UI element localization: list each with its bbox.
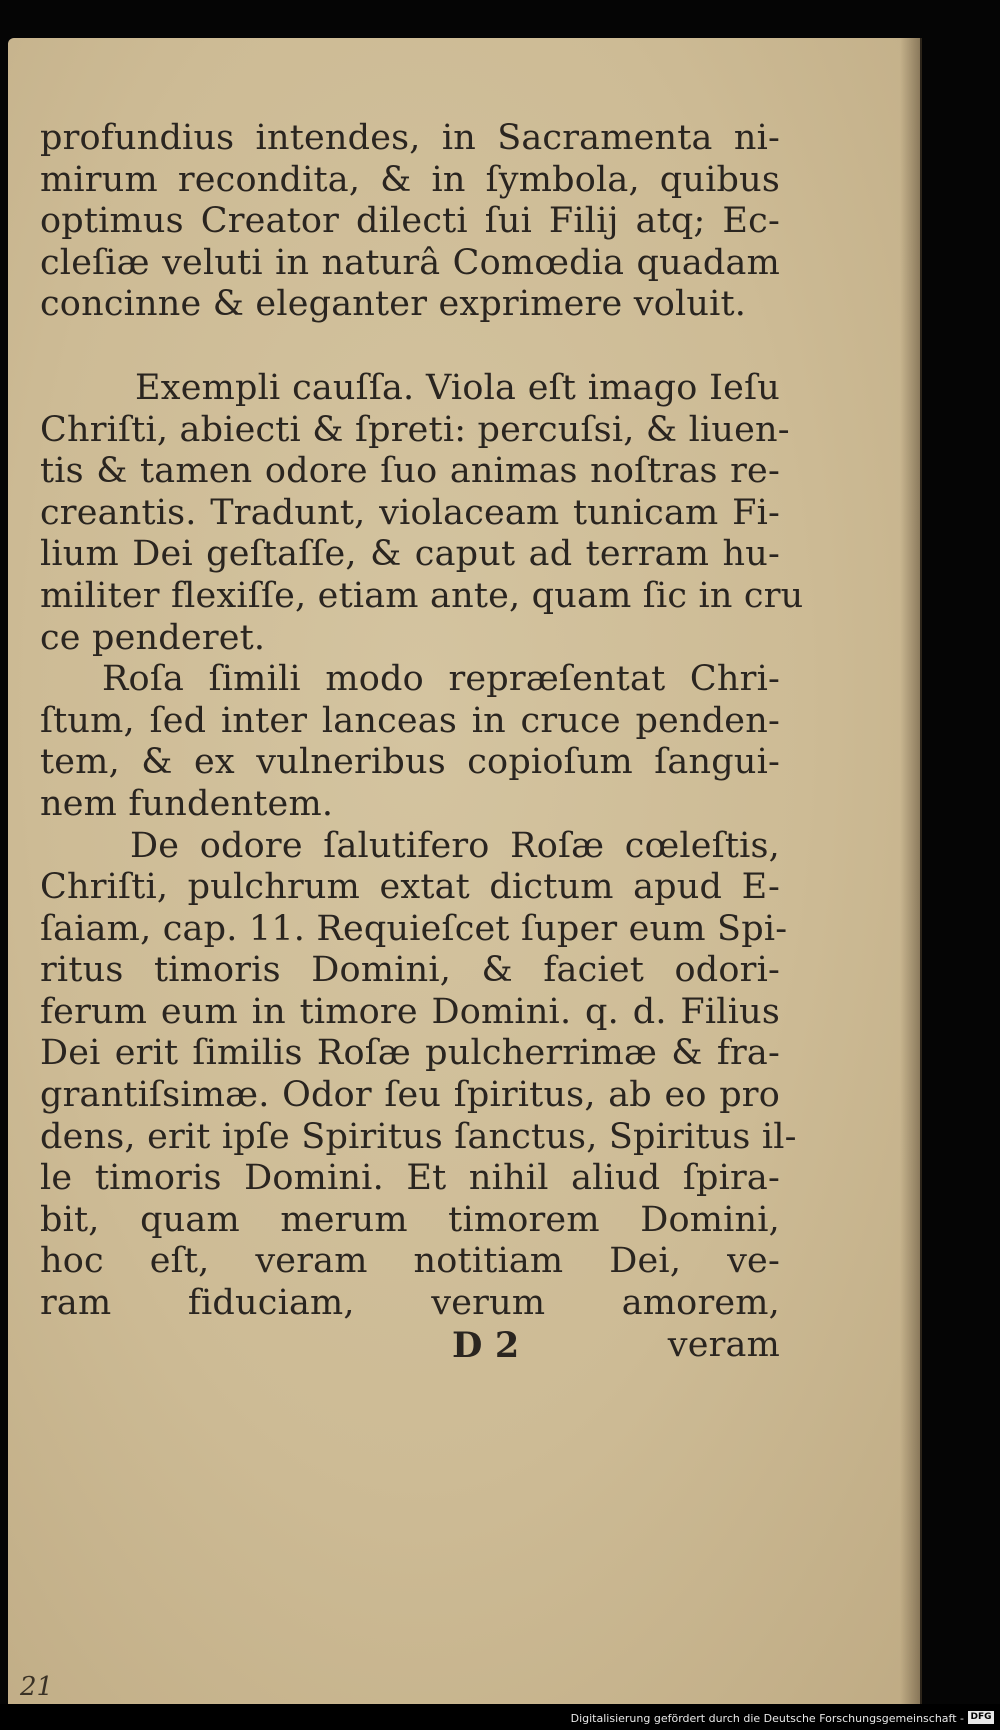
text-line: optimus Creator dilecti ſui Filij atq; Ec- [40, 201, 780, 242]
text-line: mirum recondita, & in ſymbola, quibus [40, 159, 780, 200]
text-line: Chriſti, pulchrum extat dictum apud E- [40, 867, 780, 908]
text-line: lium Dei geſtaſſe, & caput ad terram hu- [40, 534, 780, 575]
text-line: militer flexiſſe, etiam ante, quam ſic in cru [40, 575, 804, 616]
text-line: tem, & ex vulneribus copioſum ſangui- [40, 742, 780, 783]
text-line: ſaiam, cap. 11. Requieſcet ſuper eum Spi- [40, 908, 788, 949]
page-text [40, 118, 804, 1366]
text-line: hoc eſt, veram notitiam Dei, ve- [40, 1241, 780, 1282]
text-line: dens, erit ipſe Spiritus ſanctus, Spiritus il- [40, 1116, 797, 1157]
paragraph-gap [40, 326, 780, 368]
text-line: bit, quam merum timorem Domini, [40, 1199, 780, 1240]
signature-line [40, 1325, 780, 1367]
text-line: Chriſti, abiecti & ſpreti: percuſsi, & liuen- [40, 409, 790, 450]
text-line: De odore ſalutifero Roſæ cœleſtis, [130, 825, 780, 866]
text-line: tis & tamen odore ſuo animas noſtras re- [40, 451, 780, 492]
text-line: ram fiduciam, verum amorem, [40, 1283, 780, 1324]
text-line: Roſa ſimili modo repræſentat Chri- [102, 659, 780, 700]
footer-credit: Digitalisierung gefördert durch die Deutsche Forschungsgemeinschaft - [570, 1712, 964, 1725]
text-line: nem fundentem. [40, 783, 334, 824]
page-edge-shadow [900, 38, 922, 1704]
dfg-logo-icon: DFG [968, 1711, 994, 1724]
text-line: grantiſsimæ. Odor ſeu ſpiritus, ab eo pro [40, 1075, 780, 1116]
text-line: ferum eum in timore Domini. q. d. Filius [40, 991, 780, 1032]
text-line: Dei erit ſimilis Roſæ pulcherrimæ & fra- [40, 1033, 780, 1074]
text-line: cleſiæ veluti in naturâ Comœdia quadam [40, 242, 780, 283]
text-line: ſtum, ſed inter lanceas in cruce penden- [40, 700, 780, 741]
text-line: le timoris Domini. Et nihil aliud ſpira- [40, 1158, 780, 1199]
catchword: veram [667, 1324, 780, 1365]
text-line: ce penderet. [40, 617, 266, 658]
text-line: concinne & eleganter exprimere voluit. [40, 284, 747, 325]
signature-mark: D 2 [452, 1324, 520, 1366]
page-corner-mark: 21 [20, 1672, 54, 1702]
text-line: ritus timoris Domini, & faciet odori- [40, 950, 780, 991]
text-line: profundius intendes, in Sacramenta ni- [40, 118, 780, 158]
text-line: creantis. Tradunt, violaceam tunicam Fi- [40, 492, 780, 533]
text-line: Exempli cauſſa. Viola eſt imago Ieſu [135, 367, 780, 408]
